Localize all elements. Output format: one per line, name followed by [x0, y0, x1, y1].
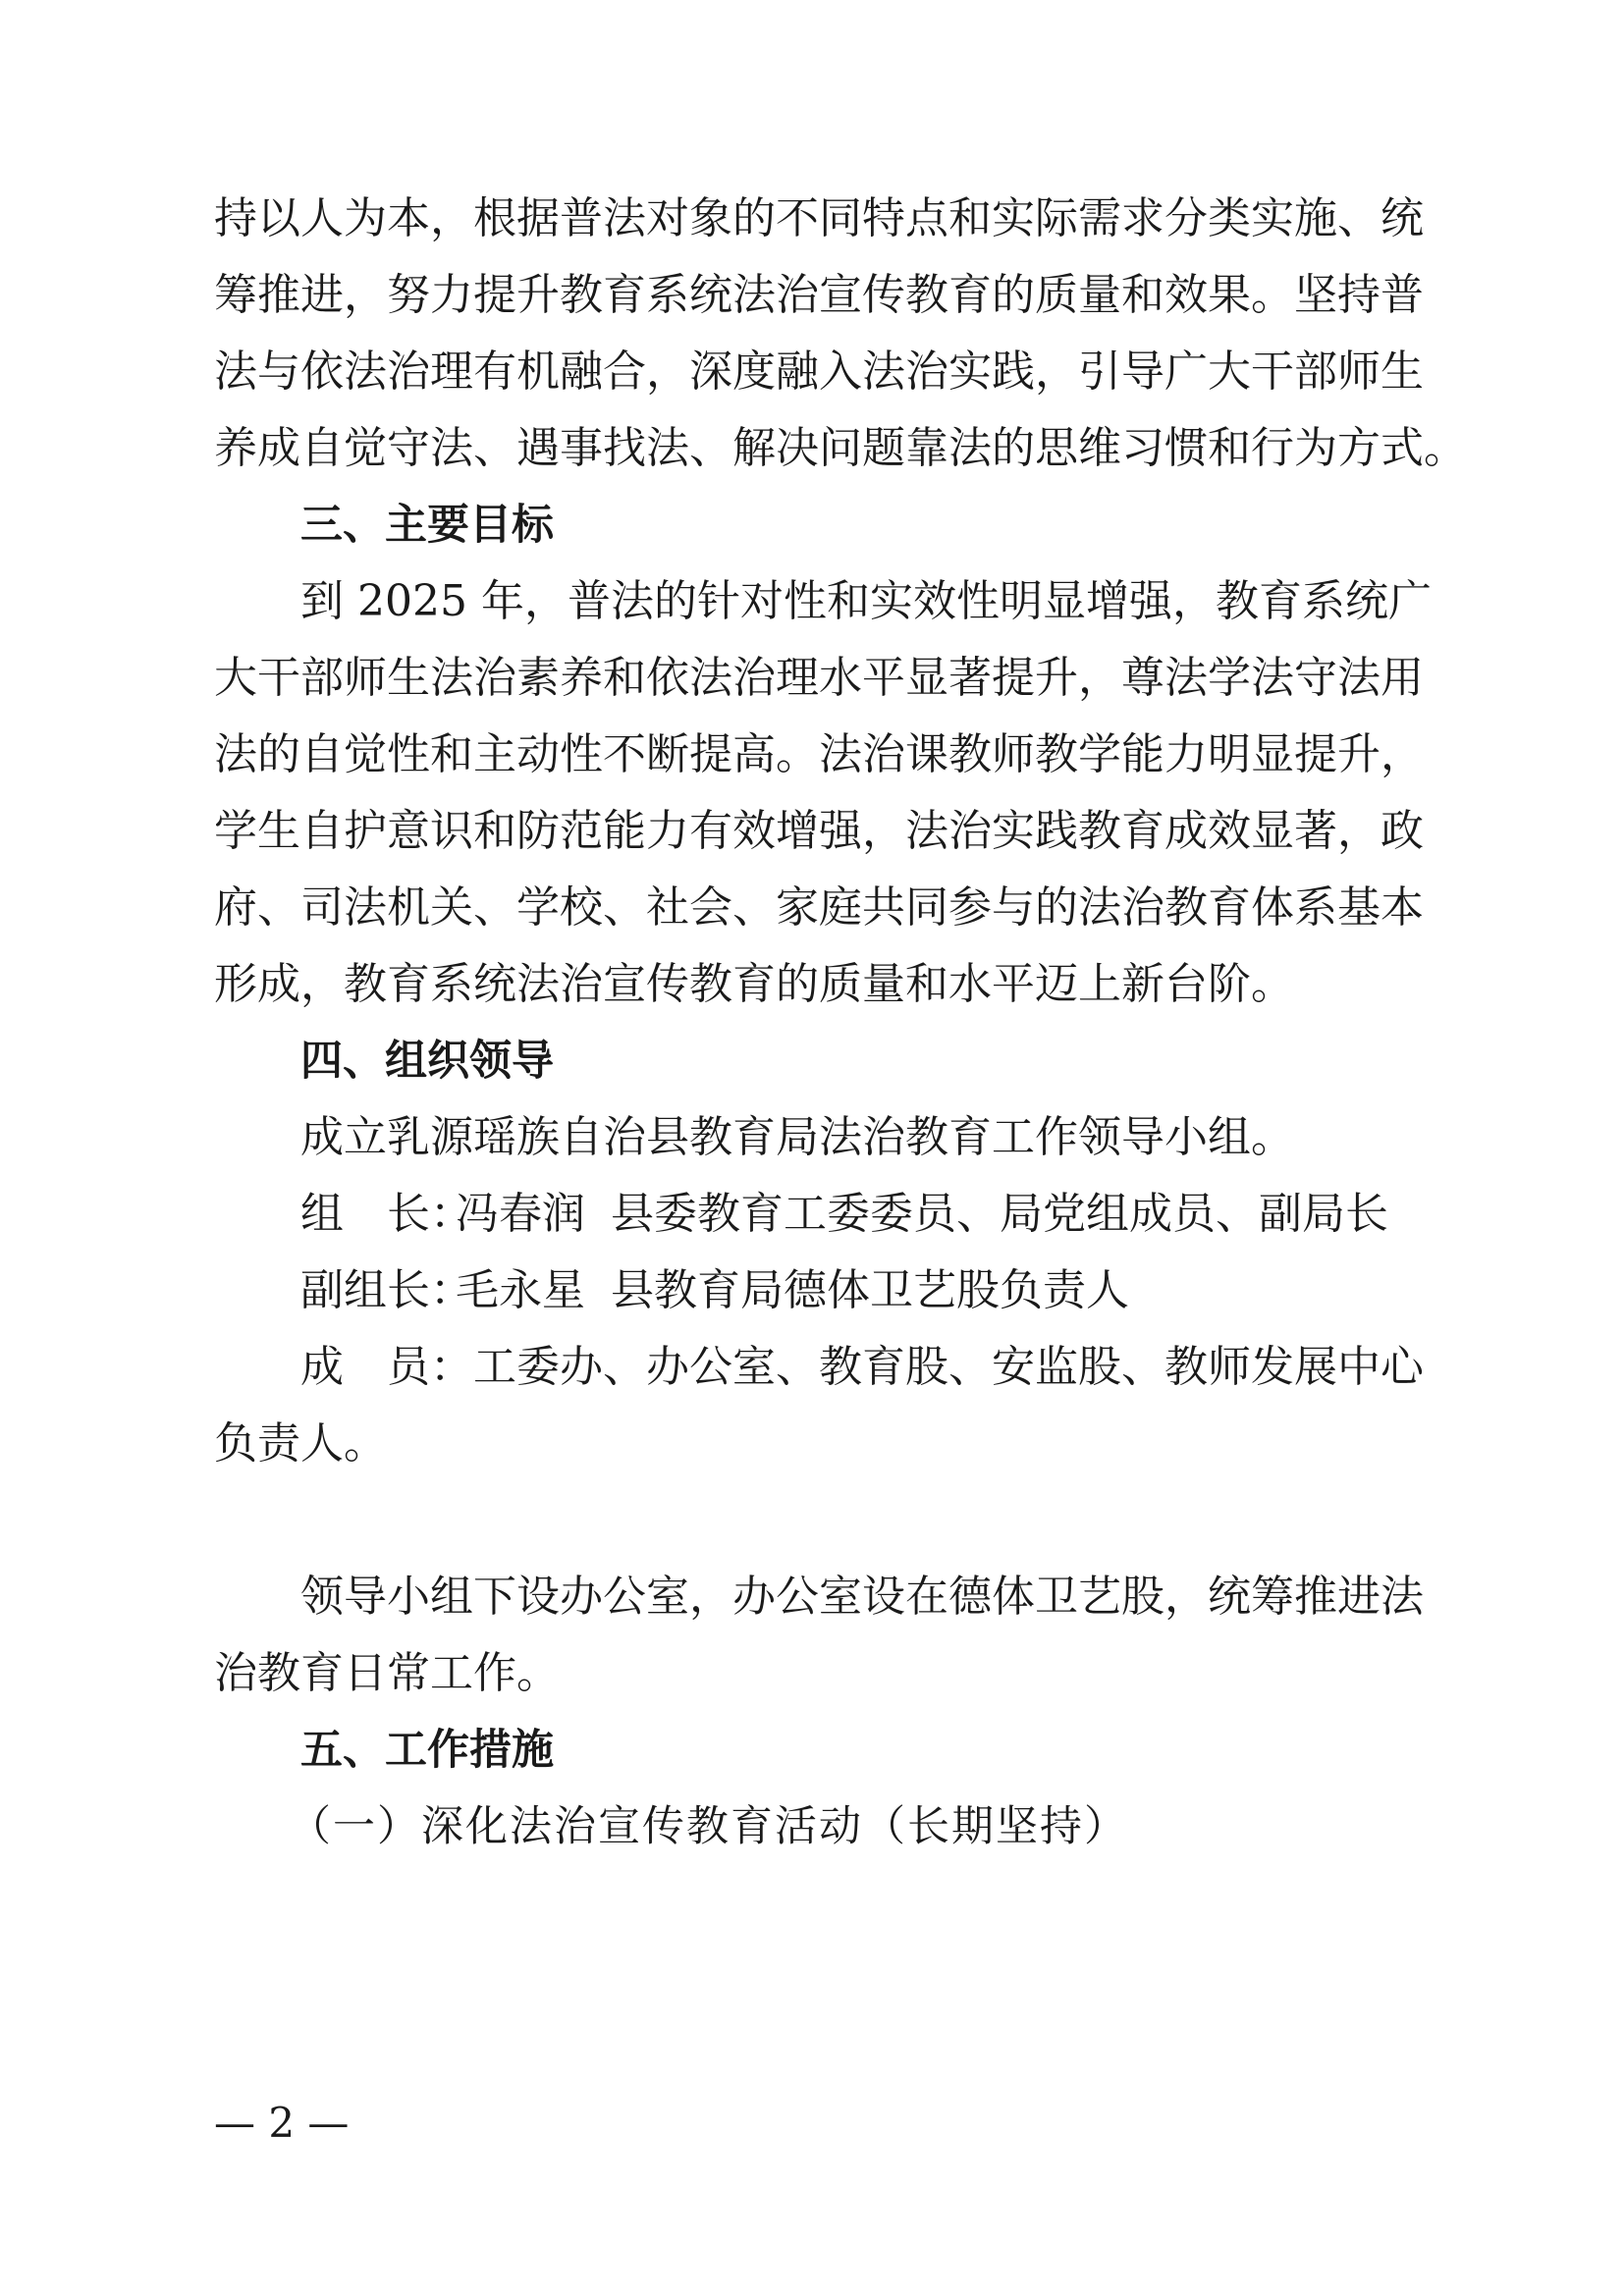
body-text-line: 形成，教育系统法治宣传教育的质量和水平迈上新台阶。: [214, 959, 1294, 1009]
body-text-line: 到 2025 年，普法的针对性和实效性明显增强，教育系统广: [300, 576, 1432, 626]
body-text-line: 成立乳源瑶族自治县教育局法治教育工作领导小组。: [300, 1112, 1294, 1162]
section-heading-goals: 三、主要目标: [300, 501, 554, 550]
roster-members-cont: 负责人。: [214, 1418, 387, 1468]
roster-label: 组 长：: [300, 1189, 473, 1239]
body-text-line: 学生自护意识和防范能力有效增强，法治实践教育成效显著，政: [214, 806, 1424, 856]
body-text-line: 大干部师生法治素养和依法治理水平显著提升，尊法学法守法用: [214, 653, 1424, 703]
roster-leader: [300, 1176, 1418, 1253]
page-number: — 2 —: [214, 2099, 350, 2147]
section-heading-organization: 四、组织领导: [300, 1037, 554, 1086]
body-text-line: 法与依法治理有机融合，深度融入法治实践，引导广大干部师生: [214, 347, 1424, 397]
body-text-line: 法的自觉性和主动性不断提高。法治课教师教学能力明显提升，: [214, 729, 1424, 779]
body-text-line: 府、司法机关、学校、社会、家庭共同参与的法治教育体系基本: [214, 882, 1424, 933]
body-text-line: 领导小组下设办公室，办公室设在德体卫艺股，统筹推进法: [300, 1572, 1424, 1622]
body-text-line: 养成自觉守法、遇事找法、解决问题靠法的思维习惯和行为方式。: [214, 423, 1467, 473]
body-text-line: 筹推进，努力提升教育系统法治宣传教育的质量和效果。坚持普: [214, 270, 1424, 320]
roster-name: 毛永星: [456, 1265, 585, 1315]
section-heading-measures: 五、工作措施: [300, 1726, 554, 1775]
roster-role: 县委教育工委委员、局党组成员、副局长: [611, 1189, 1388, 1239]
body-text-line: 持以人为本，根据普法对象的不同特点和实际需求分类实施、统: [214, 193, 1424, 243]
roster-label: 副组长：: [300, 1265, 473, 1315]
body-text-line: 治教育日常工作。: [214, 1648, 560, 1698]
roster-deputy: [300, 1253, 1418, 1329]
roster-role: 县教育局德体卫艺股负责人: [611, 1265, 1129, 1315]
roster-members: 成 员：工委办、办公室、教育股、安监股、教师发展中心: [300, 1342, 1424, 1392]
roster-name: 冯春润: [456, 1189, 585, 1239]
subsection-heading: （一）深化法治宣传教育活动（长期坚持）: [289, 1802, 1128, 1851]
